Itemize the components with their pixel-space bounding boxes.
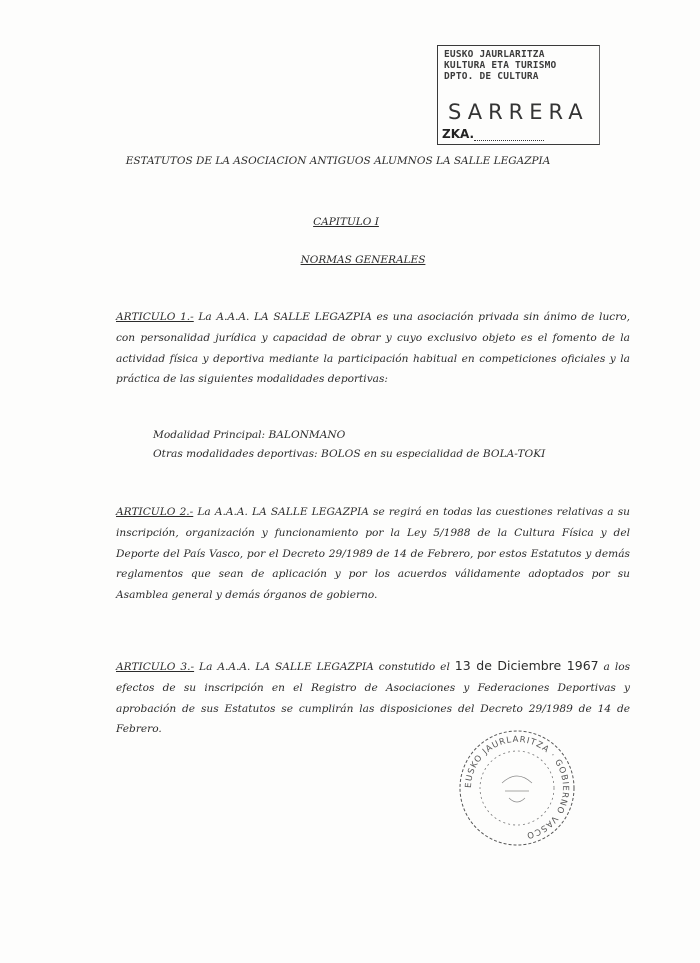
article-1-text: La A.A.A. LA SALLE LEGAZPIA es una asociación privada sin ánimo de lucro, con personalidad jurídica y capacidad de obrar y cuyo exclusivo objeto es el fomento de la actividad física y deportiva mediante la participación habitual en competiciones oficiales y la práctica de las siguientes modalidades deportivas: [116,311,631,386]
section-heading: NORMAS GENERALES [300,254,426,266]
article-3-lead: ARTICULO 3.- [116,661,195,673]
stamp-sarrera: SARRERA [448,100,589,124]
article-1-lead: ARTICULO 1.- [116,311,194,323]
chapter-heading: CAPITULO I [313,216,379,228]
article-2-lead: ARTICULO 2.- [116,506,194,518]
article-1 [116,307,630,390]
article-3-text-b: a los efectos de su inscripción en el Registro de Asociaciones y Federaciones Deportivas y aprobación de sus Estatutos se cumplirán las disposiciones del Decreto 29/1989 de 14 de Febrero. [116,661,631,736]
article-3-text-a: La A.A.A. LA SALLE LEGAZPIA constutido el [194,661,455,673]
stamp-zka: ZKA. [442,127,475,141]
article-2 [116,502,630,606]
stamp-zka-line [474,140,544,141]
modality-otras: Otras modalidades deportivas: BOLOS en su especialidad de BOLA-TOKI [153,448,546,460]
registry-stamp [437,45,600,145]
document-title: ESTATUTOS DE LA ASOCIACION ANTIGUOS ALUMNOS LA SALLE LEGAZPIA [125,155,551,167]
stamp-line-1: EUSKO JAURLARITZA [444,49,545,60]
article-2-text: La A.A.A. LA SALLE LEGAZPIA se regirá en todas las cuestiones relativas a su inscripción, organización y funcionamiento por la Ley 5/1988 de la Cultura Física y del Deporte del País Vasco, por el Decreto 29/1989 de 14 de Febrero, por estos Estatutos y demás reglamentos que sean de aplicación y por los acuerdos válidamente adoptados por su Asamblea general y demás órganos de gobierno. [116,506,631,602]
stamp-line-2: KULTURA ETA TURISMO [444,60,557,71]
article-3-date-insert: 13 de Diciembre 1967 [454,658,599,673]
modality-principal: Modalidad Principal: BALONMANO [153,429,346,441]
official-seal-icon [457,728,577,848]
seal-ring-text: EUSKO JAURLARITZA · GOBIERNO VASCO [463,734,571,841]
stamp-line-3: DPTO. DE CULTURA [444,71,539,82]
